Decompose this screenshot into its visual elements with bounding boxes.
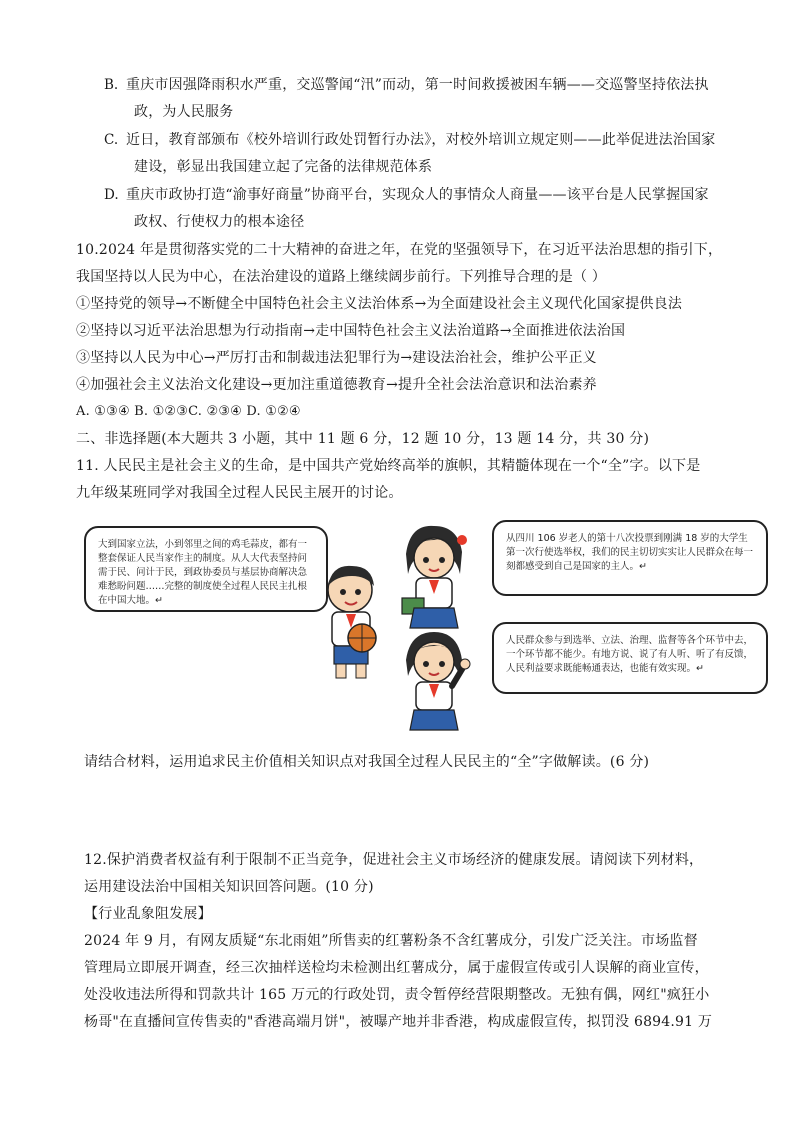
girl-waving-illustration <box>394 630 474 736</box>
q12-stem-line2: 运用建设法治中国相关知识回答问题。(10 分) <box>84 879 374 895</box>
q10-item-2: ②坚持以习近平法治思想为行动指南→走中国特色社会主义法治道路→全面推进依法治国 <box>76 323 626 339</box>
q10-choices: A. ①③④ B. ①②③C. ②③④ D. ①②④ <box>76 404 301 419</box>
q9-option-c-letter: C. <box>104 132 119 148</box>
q12-paragraph-line2: 管理局立即展开调查，经三次抽样送检均未检测出红薯成分，属于虚假宣传或引人误解的商业宣传， <box>84 960 709 976</box>
q12-paragraph-line4: 杨哥"在直播间宣传售卖的"香港高端月饼"，被曝产地并非香港，构成虚假宣传，拟罚没 6894.91 万 <box>84 1014 713 1030</box>
speech-bubble-bottom-right-text: 人民群众参与到选举、立法、治理、监督等各个环节中去，一个环节都不能少。有地方说、说了有人听、听了有反馈，人民利益要求既能畅通表达，也能有效实现。↵ <box>506 635 754 674</box>
q12-paragraph-line1: 2024 年 9 月，有网友质疑“东北雨姐”所售卖的红薯粉条不含红薯成分，引发广泛关注。市场监督 <box>84 933 698 949</box>
q11-stem-line2: 九年级某班同学对我国全过程人民民主展开的讨论。 <box>76 485 403 501</box>
q10-item-3: ③坚持以人民为中心→严厉打击和制裁违法犯罪行为→建设法治社会，维护公平正义 <box>76 350 597 366</box>
q10-item-1: ①坚持党的领导→不断健全中国特色社会主义法治体系→为全面建设社会主义现代化国家提供良法 <box>76 296 683 312</box>
q10-item-4: ④加强社会主义法治文化建设→更加注重道德教育→提升全社会法治意识和法治素养 <box>76 377 597 393</box>
q12-stem-line1: 12.保护消费者权益有利于限制不正当竞争，促进社会主义市场经济的健康发展。请阅读下列材料， <box>84 852 704 868</box>
q10-stem-line2: 我国坚持以人民为中心，在法治建设的道路上继续阔步前行。下列推导合理的是（ ） <box>76 269 607 285</box>
speech-bubble-left-text: 大到国家立法，小到邻里之间的鸡毛蒜皮，都有一整套保证人民当家作主的制度。从人大代表坚持问需于民、问计于民，到政协委员与基层协商解决急难愁盼问题……完整的制度使全过程人民民主扎根在中国大地。↵ <box>98 539 308 606</box>
q9-option-b-letter: B. <box>104 77 119 93</box>
q9-option-c-line2: 建设，彰显出我国建立起了完备的法律规范体系 <box>134 159 433 175</box>
section-2-heading: 二、非选择题(本大题共 3 小题，其中 11 题 6 分，12 题 10 分，13 题 14 分，共 30 分) <box>76 431 650 447</box>
q12-material-heading: 【行业乱象阻发展】 <box>84 906 212 922</box>
q11-question: 请结合材料，运用追求民主价值相关知识点对我国全过程人民民主的“全”字做解读。(6 分) <box>84 754 650 770</box>
q10-stem-line1: 10.2024 年是贯彻落实党的二十大精神的奋进之年，在党的坚强领导下，在习近平法治思想的指引下， <box>76 242 723 258</box>
q9-option-c-line1: 近日，教育部颁布《校外培训行政处罚暂行办法》，对校外培训立规定则——此举促进法治国家 <box>126 132 716 148</box>
q9-option-d-letter: D. <box>104 187 119 203</box>
girl-with-books-illustration <box>396 524 472 634</box>
speech-bubble-top-right-text: 从四川 106 岁老人的第十八次投票到刚满 18 岁的大学生第一次行使选举权，我们的民主切切实实让人民群众在每一刻都感受到自己是国家的主人。↵ <box>506 533 754 572</box>
speech-bubble-top-right <box>492 520 768 596</box>
speech-bubble-left <box>84 526 328 612</box>
q9-option-d-line1: 重庆市政协打造“渝事好商量”协商平台，实现众人的事情众人商量——该平台是人民掌握国家 <box>126 187 709 203</box>
q12-paragraph-line3: 处没收违法所得和罚款共计 165 万元的行政处罚，责令暂停经营限期整改。无独有偶，网红"疯狂小 <box>84 987 710 1003</box>
boy-with-basketball-illustration <box>312 560 392 680</box>
q9-option-b-line1: 重庆市因强降雨积水严重，交巡警闻“汛”而动，第一时间救援被困车辆——交巡警坚持依法执 <box>126 77 709 93</box>
q11-stem-line1: 11. 人民民主是社会主义的生命，是中国共产党始终高举的旗帜，其精髓体现在一个“全”字。以下是 <box>76 458 701 474</box>
q9-option-b-line2: 政，为人民服务 <box>134 104 234 120</box>
q9-option-d-line2: 政权、行使权力的根本途径 <box>134 214 305 230</box>
speech-bubble-bottom-right <box>492 622 768 694</box>
